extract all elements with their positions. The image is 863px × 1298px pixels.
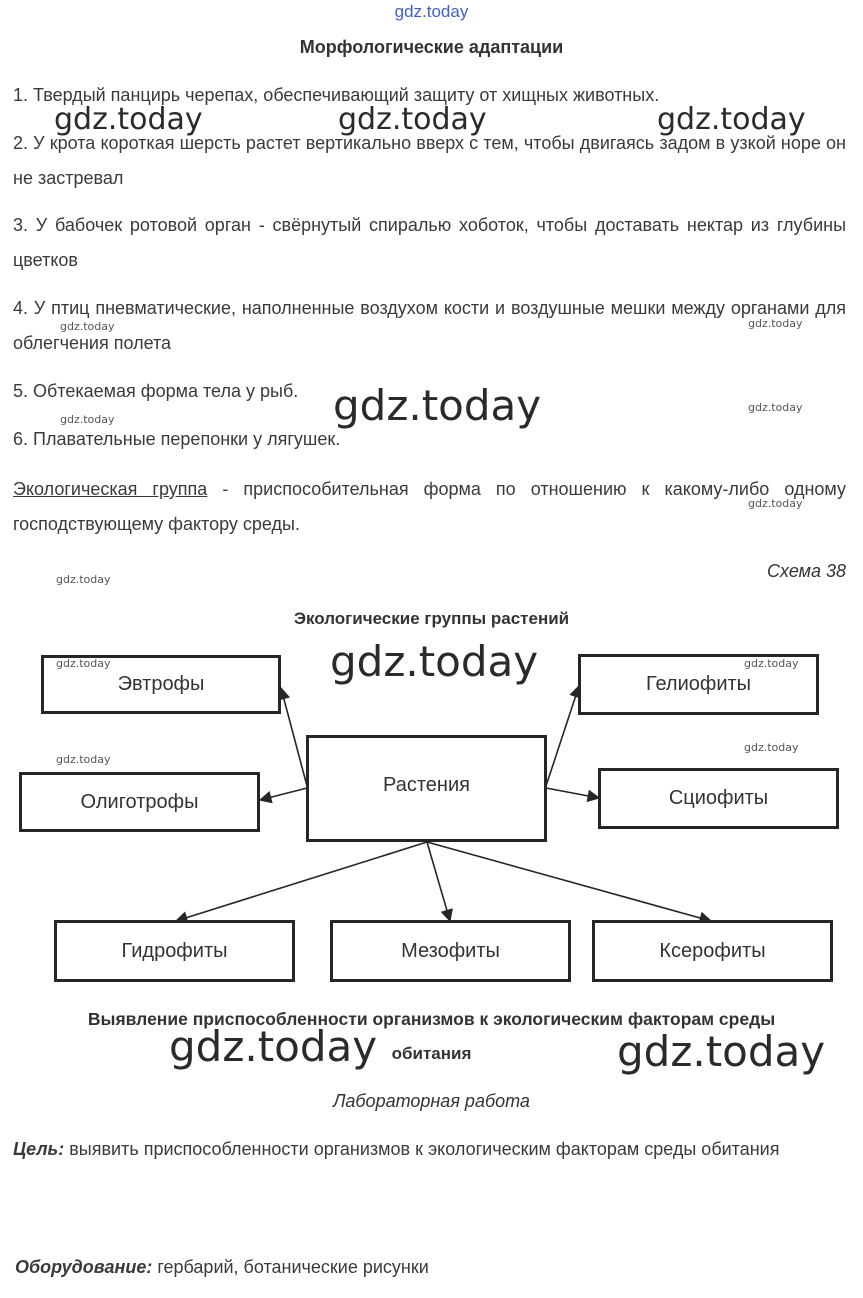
equipment-label: Оборудование: — [15, 1257, 153, 1277]
scheme-title: Экологические группы растений — [293, 609, 570, 628]
watermark: gdz.today — [744, 741, 799, 754]
watermark: gdz.today — [56, 657, 111, 670]
arrow-to-evtrofy — [281, 688, 307, 786]
node-gidrofity — [54, 920, 295, 982]
arrow-to-mezofity — [427, 842, 450, 921]
watermark: gdz.today — [330, 637, 539, 686]
watermark: gdz.today — [338, 102, 487, 137]
watermark: gdz.today — [748, 317, 803, 330]
morph-item-5: 5. Обтекаемая форма тела у рыб. — [13, 381, 299, 401]
watermark: gdz.today — [60, 320, 115, 333]
watermark: gdz.today — [333, 381, 542, 430]
watermark: gdz.today — [56, 573, 111, 586]
watermark: gdz.today — [748, 401, 803, 414]
watermark: gdz.today — [54, 102, 203, 137]
lab-subtitle: Лабораторная работа — [333, 1091, 530, 1111]
node-sciofity — [598, 768, 839, 829]
lab-goal — [13, 1132, 846, 1167]
node-label: Ксерофиты — [659, 939, 766, 962]
watermark: gdz.today — [617, 1027, 826, 1076]
watermark: gdz.today — [748, 497, 803, 510]
arrow-to-geliofity — [546, 686, 579, 786]
arrow-to-oligotrofy — [260, 788, 307, 800]
lab-heading-line2: обитания — [391, 1044, 472, 1063]
morph-title: Морфологические адаптации — [299, 37, 564, 57]
arrow-to-gidrofity — [176, 842, 427, 921]
definition-text: - приспособительная форма по отношению к какому-либо одному господствующему фактору среды. — [13, 479, 846, 534]
watermark: gdz.today — [60, 413, 115, 426]
node-center-plants — [306, 735, 547, 842]
node-kserofity — [592, 920, 833, 982]
scheme-label: Схема 38 — [767, 561, 846, 581]
lab-heading-line1: Выявление приспособленности организмов к экологическим факторам среды — [87, 1009, 776, 1029]
node-label: Олиготрофы — [80, 790, 199, 813]
watermark: gdz.today — [744, 657, 799, 670]
node-label: Гелиофиты — [645, 673, 752, 695]
definition-term: Экологическая группа — [13, 479, 208, 499]
equipment-text: гербарий, ботанические рисунки — [152, 1257, 429, 1277]
goal-text: выявить приспособленности организмов к экологическим факторам среды обитания — [64, 1139, 780, 1159]
arrow-to-kserofity — [427, 842, 711, 921]
goal-label: Цель: — [13, 1139, 65, 1159]
node-label: Гидрофиты — [121, 939, 228, 962]
watermark: gdz.today — [169, 1022, 378, 1071]
node-label: Мезофиты — [401, 939, 500, 962]
node-label: Сциофиты — [668, 787, 769, 809]
watermark: gdz.today — [56, 753, 111, 766]
watermark: gdz.today — [657, 102, 806, 137]
top-watermark: gdz.today — [394, 2, 469, 21]
morph-item-1: 1. Твердый панцирь черепах, обеспечивающий защиту от хищных животных. — [13, 85, 660, 105]
node-mezofity — [330, 920, 571, 982]
node-oligotrofy — [19, 772, 260, 832]
morph-item-4: 4. У птиц пневматические, наполненные воздухом кости и воздушные мешки между органами для облегчения полета — [13, 298, 846, 353]
node-label: Растения — [383, 774, 470, 796]
morph-item-2: 2. У крота короткая шерсть растет вертикально вверх с тем, чтобы двигаясь задом в узкой норе он не застревал — [13, 133, 846, 188]
arrow-to-sciofity — [546, 788, 599, 798]
morph-item-6: 6. Плавательные перепонки у лягушек. — [13, 429, 341, 449]
node-label: Эвтрофы — [117, 673, 205, 695]
lab-equipment — [15, 1250, 848, 1285]
morph-item-3: 3. У бабочек ротовой орган - свёрнутый спиралью хоботок, чтобы доставать нектар из глубины цветков — [13, 215, 846, 270]
